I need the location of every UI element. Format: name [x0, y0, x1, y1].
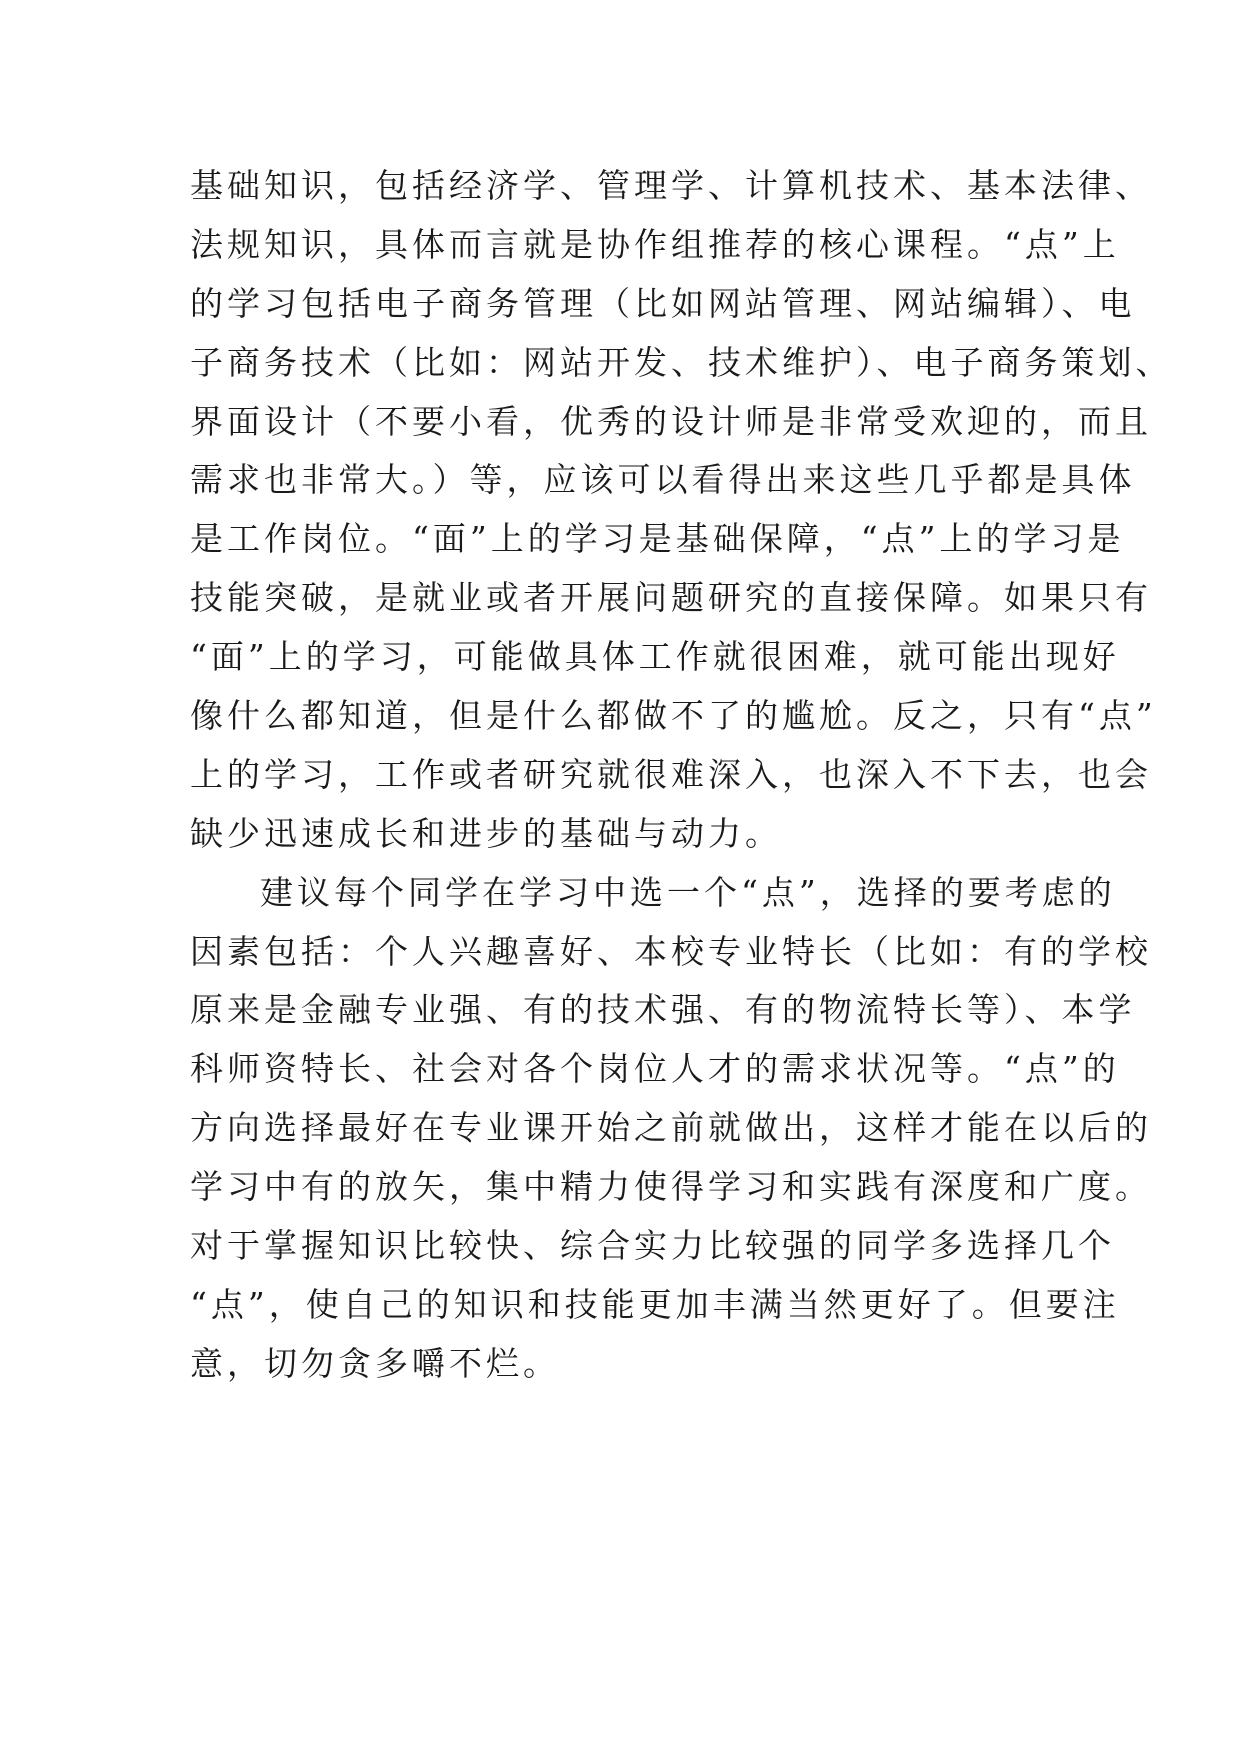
body-text	[190, 157, 1173, 1394]
text-line: 上的学习，工作或者研究就很难深入，也深入不下去，也会	[190, 754, 1152, 794]
text-line: 方向选择最好在专业课开始之前就做出，这样才能在以后的	[190, 1108, 1152, 1148]
text-line: 建议每个同学在学习中选一个“点”，选择的要考虑的	[260, 872, 1116, 912]
text-line: 需求也非常大。）等，应该可以看得出来这些几乎都是具体	[190, 460, 1136, 500]
text-line: 界面设计（不要小看，优秀的设计师是非常受欢迎的，而且	[190, 401, 1152, 441]
text-line: 科师资特长、社会对各个岗位人才的需求状况等。“点”的	[190, 1049, 1120, 1089]
text-line: 原来是金融专业强、有的技术强、有的物流特长等）、本学	[190, 990, 1136, 1030]
text-line: 是工作岗位。“面”上的学习是基础保障，“点”上的学习是	[190, 519, 1125, 559]
text-line: 像什么都知道，但是什么都做不了的尴尬。反之，只有“点”	[190, 696, 1157, 736]
text-line: 学习中有的放矢，集中精力使得学习和实践有深度和广度。	[190, 1167, 1152, 1207]
paragraph-1	[190, 157, 1173, 864]
text-line: 子商务技术（比如：网站开发、技术维护）、电子商务策划、	[190, 342, 1173, 382]
paragraph-2	[190, 864, 1152, 1394]
text-line: 因素包括：个人兴趣喜好、本校专业特长（比如：有的学校	[190, 931, 1152, 971]
text-line: “点”，使自己的知识和技能更加丰满当然更好了。但要注	[190, 1284, 1120, 1324]
text-line: 意，切勿贪多嚼不烂。	[190, 1343, 560, 1383]
text-line: 的学习包括电子商务管理（比如网站管理、网站编辑）、电	[190, 283, 1136, 323]
text-line: 技能突破，是就业或者开展问题研究的直接保障。如果只有	[190, 578, 1152, 618]
text-line: 对于掌握知识比较快、综合实力比较强的同学多选择几个	[190, 1226, 1115, 1266]
text-line: 法规知识，具体而言就是协作组推荐的核心课程。“点”上	[190, 224, 1120, 264]
text-line: “面”上的学习，可能做具体工作就很困难，就可能出现好	[190, 637, 1120, 677]
text-line: 缺少迅速成长和进步的基础与动力。	[190, 813, 782, 853]
text-line: 基础知识，包括经济学、管理学、计算机技术、基本法律、	[190, 166, 1152, 205]
